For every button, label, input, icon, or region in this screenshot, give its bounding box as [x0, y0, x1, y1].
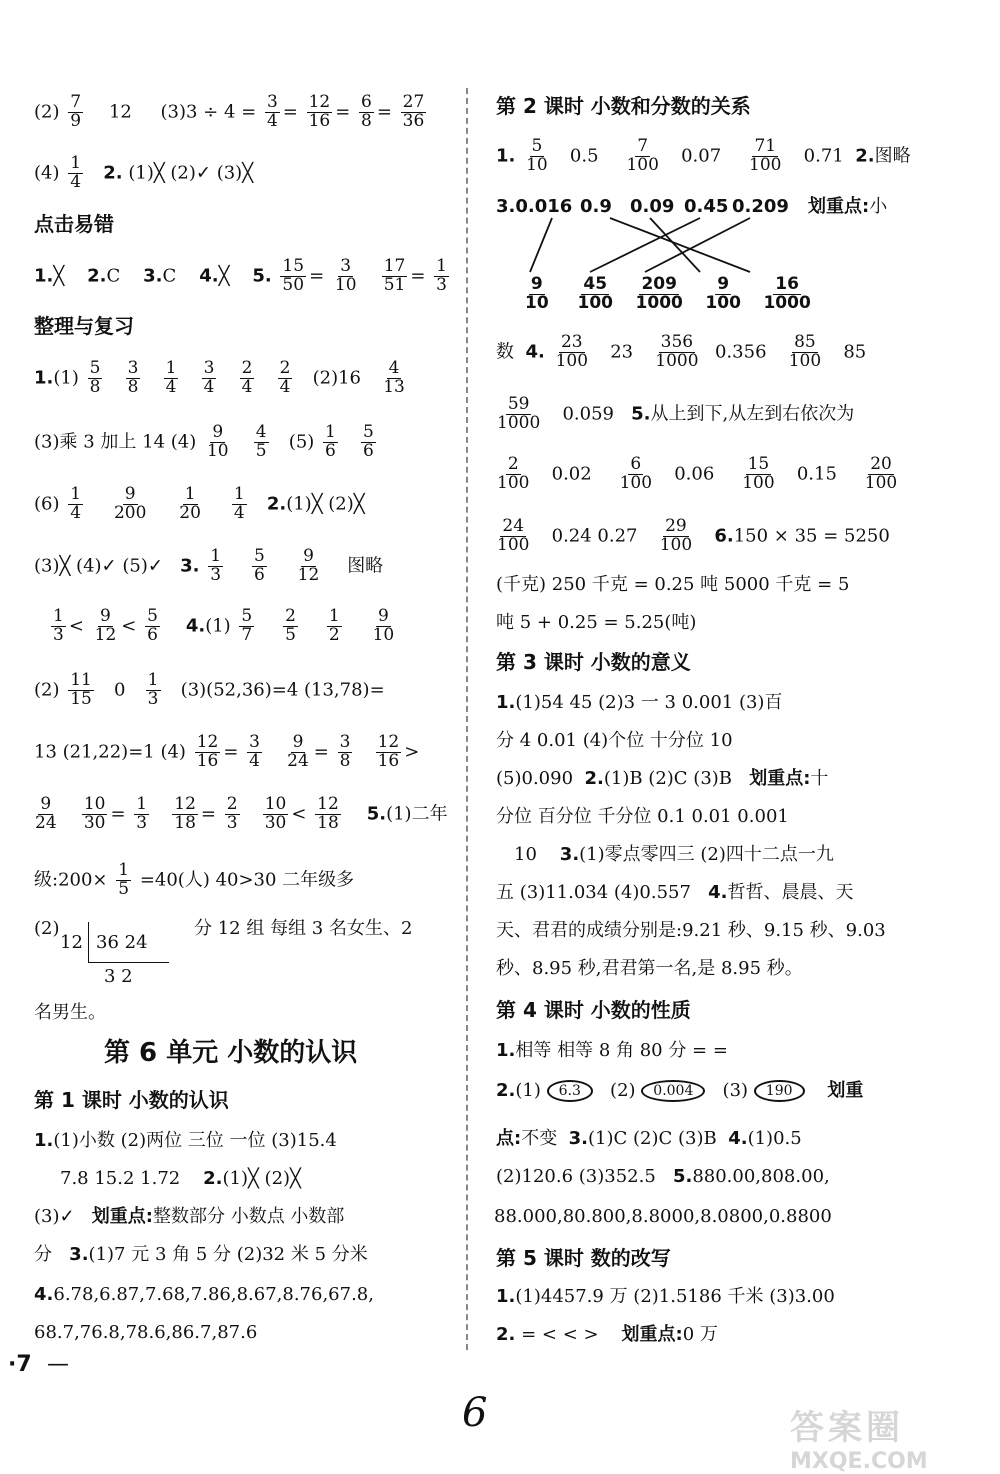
item-number: 4. — [525, 341, 545, 363]
watermark-logo — [790, 1400, 1000, 1474]
item-number: 1. — [496, 145, 516, 167]
fraction: $\frac{5}{6}$ — [363, 422, 374, 461]
fraction: $\frac{27}{36}$ — [402, 92, 425, 131]
text: 分 12 组 每组 3 名女生、2 — [194, 918, 413, 939]
text: 秒、8.95 秒,君君第一名,是 8.95 秒。 — [496, 958, 803, 979]
fraction: $\frac{5}{8}$ — [89, 358, 101, 397]
text: 吨 5 + 0.25 = 5.25(吨) — [496, 612, 697, 633]
answer-line: (3)╳ (4)✓ (5)✓ 3. $\frac{1}{3}$ $\frac{5}{6}$ $\frac{9}{12}$ 图略 — [34, 546, 384, 585]
answer-line: 2. = < < > 划重点:0 万 — [496, 1324, 718, 1345]
item-number: 4. — [185, 615, 206, 637]
fraction: $\frac{11}{15}$ — [70, 670, 92, 709]
item-number: 5. — [672, 1166, 693, 1187]
answer-line: 4.6.78,6.87,7.68,7.86,8.67,8.76,67.8, — [34, 1284, 374, 1305]
fraction: $\frac{1}{4}$ — [70, 153, 82, 192]
fraction: $\frac{9}{12}$ — [94, 606, 117, 645]
fraction: $\frac{9}{24}$ — [35, 794, 57, 833]
fraction: $\frac{12}{16}$ — [308, 92, 331, 131]
item-number: 5. — [366, 803, 387, 825]
answer-line: 1.(1)小数 (2)两位 三位 一位 (3)15.4 — [34, 1130, 337, 1151]
fraction: $\frac{23}{100}$ — [555, 332, 589, 371]
fraction: $\frac{9}{24}$ — [287, 732, 309, 771]
match-line — [590, 218, 700, 272]
answer-line: 级:200× $\frac{1}{5}$ =40(人) 40>30 二年级多 — [34, 860, 355, 899]
fraction: $\frac{17}{51}$ — [383, 256, 406, 295]
fraction: $\frac{1}{3}$ — [53, 606, 64, 645]
text: (1)╳ (2)✓ (3)╳ — [128, 162, 254, 184]
text: (4) — [34, 162, 60, 184]
fraction: $\frac{209}{1000}$ — [635, 274, 683, 313]
item-number: 3.0.016 — [496, 196, 573, 217]
fraction: $\frac{1}{5}$ — [118, 860, 130, 899]
fraction: $\frac{85}{100}$ — [788, 332, 822, 371]
answer-line — [34, 155, 253, 192]
fraction: $\frac{1}{3}$ — [210, 546, 222, 585]
answer-line: $\frac{59}{1000}$ 0.059 5.从上到下,从左到右依次为 — [497, 394, 855, 433]
fraction: $\frac{7}{9}$ — [70, 92, 82, 131]
text: (2) — [34, 101, 60, 123]
item-number: 1. — [496, 692, 516, 713]
item-number: 1. — [34, 265, 54, 287]
answer-line: 分 3.(1)7 元 3 角 5 分 (2)32 米 5 分米 — [34, 1244, 368, 1265]
fraction: $\frac{3}{10}$ — [334, 256, 357, 295]
handwritten-mark: 6 — [462, 1390, 488, 1436]
fraction: $\frac{1}{3}$ — [136, 794, 148, 833]
answer-line: 五 (3)11.034 (4)0.557 4.哲哲、晨晨、天 — [496, 882, 854, 903]
item-number: 2. — [203, 1168, 223, 1189]
fraction: $\frac{1}{4}$ — [70, 484, 82, 523]
fraction: $\frac{3}{4}$ — [249, 732, 260, 771]
key-point-label: 划重点: — [91, 1206, 153, 1227]
answer-line: 10 3.(1)零点零四三 (2)四十二点一九 — [514, 844, 834, 865]
fraction: $\frac{4}{13}$ — [383, 358, 405, 397]
answer-line: (2)120.6 (3)352.5 5.880.00,808.00, — [496, 1166, 830, 1187]
answer-line: (6) $\frac{1}{4}$ $\frac{9}{200}$ $\frac{1}{20}$ $\frac{1}{4}$ 2.(1)╳ (2)╳ — [34, 484, 365, 523]
fraction: $\frac{9}{10}$ — [372, 606, 395, 645]
lesson-heading: 第 4 课时 小数的性质 — [496, 998, 691, 1022]
lesson-heading: 第 3 课时 小数的意义 — [496, 650, 691, 674]
answer-line: (3)✓ 划重点:整数部分 小数点 小数部 — [34, 1206, 345, 1227]
answer-line: 1.(1)4457.9 万 (2)1.5186 千米 (3)3.00 — [496, 1286, 835, 1307]
item-number: 4. — [34, 1284, 54, 1305]
item-number: 1. — [496, 1286, 516, 1307]
answer-line: (2) $\frac{11}{15}$ 0 $\frac{1}{3}$ (3)(52,36)=4 (13,78)= — [34, 670, 385, 709]
page-number: ·7 — — [8, 1352, 69, 1377]
text: 名男生。 — [34, 1002, 106, 1023]
fraction: $\frac{2}{4}$ — [279, 358, 291, 397]
answer-line: 1. $\frac{5}{10}$ 0.5 $\frac{7}{100}$ 0.07 $\frac{71}{100}$ 0.71 2.图略 — [496, 136, 911, 175]
section-heading: 整理与复习 — [34, 314, 134, 338]
fraction: $\frac{15}{50}$ — [282, 256, 305, 295]
item-number: 3. — [568, 1128, 589, 1149]
fraction: $\frac{1}{3}$ — [147, 670, 159, 709]
fraction: $\frac{4}{5}$ — [255, 422, 267, 461]
answer-line: 2.(1) 6.3 (2) 0.004 (3) 190 划重 — [496, 1080, 864, 1101]
fraction: $\frac{59}{1000}$ — [497, 394, 541, 433]
text: 天、君君的成绩分别是:9.21 秒、9.15 秒、9.03 — [496, 920, 886, 941]
key-point-label: 点: — [496, 1128, 522, 1149]
fraction: $\frac{15}{100}$ — [742, 454, 775, 493]
text: 88.000,80.800,8.8000,8.0800,0.8800 — [494, 1206, 832, 1227]
answer-line: 13 (21,22)=1 (4) $\frac{12}{16}$ = $\frac{3}{4}$ $\frac{9}{24}$ = $\frac{3}{8}$ $\frac{12}{16}$ > — [34, 732, 420, 771]
text: 12 — [108, 101, 132, 123]
item-number: 2. — [87, 265, 107, 287]
fraction: $\frac{5}{6}$ — [147, 606, 158, 645]
fraction: $\frac{12}{18}$ — [317, 794, 339, 833]
fraction: $\frac{12}{16}$ — [377, 732, 400, 771]
answer-line: 数 4. $\frac{23}{100}$ 23 $\frac{356}{1000}$ 0.356 $\frac{85}{100}$ 85 — [496, 332, 867, 371]
fraction: $\frac{6}{100}$ — [619, 454, 653, 493]
item-number: 3. — [180, 555, 200, 577]
item-number: 2. — [266, 493, 287, 515]
fraction: $\frac{45}{100}$ — [577, 274, 613, 313]
fraction: $\frac{2}{100}$ — [497, 454, 530, 493]
match-line — [530, 218, 552, 272]
match-top-item: 0.45 — [684, 196, 729, 217]
text: 分位 百分位 千分位 0.1 0.01 0.001 — [496, 806, 789, 827]
item-number: 4. — [708, 882, 728, 903]
answer-line: $\frac{1}{3}$ < $\frac{9}{12}$ < $\frac{5}{6}$ 4.(1) $\frac{5}{7}$ $\frac{2}{5}$ $\frac{1}{2}$ $\frac{9}{10}$ — [53, 606, 395, 645]
answer-line: (2) $\frac{7}{9}$ 12 (3)3 ÷ 4 = $\frac{3}{4}$ = $\frac{12}{16}$ = $\frac{6}{8}$ = $\frac{27}{36}$ — [34, 92, 425, 131]
text: 分 4 0.01 (4)个位 十分位 10 — [496, 730, 733, 751]
item-number: 2. — [855, 145, 875, 167]
fraction: $\frac{20}{100}$ — [864, 454, 898, 493]
item-number: 2. — [584, 768, 604, 789]
answer-line: (5)0.090 2.(1)B (2)C (3)B 划重点:十 — [496, 768, 829, 789]
match-top-item: 0.209 — [732, 196, 789, 217]
fraction: $\frac{5}{7}$ — [241, 606, 253, 645]
text: (千克) 250 千克 = 0.25 吨 5000 千克 = 5 — [496, 574, 850, 595]
match-top-item: 0.9 — [580, 196, 612, 217]
fraction: $\frac{1}{4}$ — [233, 484, 245, 523]
section-heading: 点击易错 — [34, 212, 114, 236]
fraction: $\frac{2}{5}$ — [285, 606, 296, 645]
item-number: 1. — [34, 367, 54, 389]
text: 68.7,76.8,78.6,86.7,87.6 — [34, 1322, 258, 1343]
answer-line: 划重点:小 — [808, 196, 888, 217]
unit-title: 第 6 单元 小数的认识 — [104, 1038, 358, 1068]
item-number: 5. — [252, 265, 272, 287]
fraction: $\frac{6}{8}$ — [361, 92, 372, 131]
fraction: $\frac{1}{3}$ — [436, 256, 447, 295]
item-number: 6. — [714, 525, 734, 547]
fraction: $\frac{10}{30}$ — [264, 794, 287, 833]
fraction: $\frac{12}{18}$ — [174, 794, 196, 833]
fraction: $\frac{7}{100}$ — [626, 136, 659, 175]
item-number: 1. — [34, 1130, 54, 1151]
item-number: 3. — [143, 265, 163, 287]
item-number: 4. — [199, 265, 219, 287]
fraction: $\frac{1}{6}$ — [325, 422, 336, 461]
answer-line: 1.╳ 2.C 3.C 4.╳ 5. $\frac{15}{50}$ = $\frac{3}{10}$ $\frac{17}{51}$ = $\frac{1}{3}$ — [34, 256, 447, 295]
answer-line: 7.8 15.2 1.72 2.(1)╳ (2)╳ — [60, 1168, 301, 1189]
short-division: (2) — [34, 918, 60, 939]
fraction: $\frac{9}{10}$ — [525, 274, 549, 313]
match-line — [650, 218, 700, 272]
fraction: $\frac{1}{20}$ — [179, 484, 201, 523]
key-point-label: 划重点: — [808, 196, 870, 217]
answer-line: 点:不变 3.(1)C (2)C (3)B 4.(1)0.5 — [496, 1128, 802, 1149]
lesson-heading: 第 5 课时 数的改写 — [496, 1246, 671, 1270]
circled-answer: 6.3 — [547, 1080, 593, 1102]
fraction: $\frac{5}{10}$ — [526, 136, 548, 175]
circled-answer: 190 — [754, 1080, 805, 1102]
fraction: $\frac{5}{6}$ — [253, 546, 265, 585]
key-point-label: 划重 — [827, 1080, 864, 1101]
item-number: 2. — [103, 162, 123, 184]
fraction: $\frac{9}{12}$ — [297, 546, 320, 585]
quotient: 3 2 — [104, 966, 133, 987]
answer-line: $\frac{2}{100}$ 0.02 $\frac{6}{100}$ 0.06 $\frac{15}{100}$ 0.15 $\frac{20}{100}$ — [497, 454, 898, 493]
item-number: 3. — [559, 844, 580, 865]
match-line — [610, 218, 750, 272]
answer-line: $\frac{9}{24}$ $\frac{10}{30}$ = $\frac{1}{3}$ $\frac{12}{18}$ = $\frac{2}{3}$ $\frac{10}{30}$ < $\frac{12}{18}$ 5.(1)二年 — [35, 794, 448, 833]
text: (3)3 ÷ 4 = — [160, 101, 257, 123]
fraction: $\frac{3}{4}$ — [203, 358, 215, 397]
watermark-text: 答案圈 — [790, 1408, 904, 1448]
answer-line: 1.(1) $\frac{5}{8}$ $\frac{3}{8}$ $\frac{1}{4}$ $\frac{3}{4}$ $\frac{2}{4}$ $\frac{2}{4}$ (2)16 $\frac{4}{13}$ — [34, 358, 405, 397]
item-number: 2. — [496, 1324, 516, 1345]
item-number: 3. — [69, 1244, 89, 1265]
fraction: $\frac{1}{2}$ — [328, 606, 340, 645]
fraction: $\frac{29}{100}$ — [659, 516, 693, 555]
fraction: $\frac{1}{4}$ — [165, 358, 177, 397]
column-divider — [466, 88, 468, 1350]
match-bottom-row — [520, 276, 816, 313]
key-point-label: 划重点: — [621, 1324, 683, 1345]
item-number: 5. — [631, 403, 651, 425]
match-top-item: 0.09 — [630, 196, 675, 217]
fraction: $\frac{2}{4}$ — [241, 358, 253, 397]
fraction: $\frac{16}{1000}$ — [763, 274, 811, 313]
watermark-url: MXQE.COM — [790, 1449, 928, 1474]
fraction: $\frac{9}{100}$ — [705, 274, 741, 313]
fraction: $\frac{71}{100}$ — [749, 136, 782, 175]
fraction: $\frac{3}{4}$ — [266, 92, 278, 131]
answer-line: (3)乘 3 加上 14 (4) $\frac{9}{10}$ $\frac{4}{5}$ (5) $\frac{1}{6}$ $\frac{5}{6}$ — [34, 422, 374, 461]
match-line — [645, 218, 750, 272]
fraction: $\frac{3}{8}$ — [339, 732, 351, 771]
item-number: 1. — [496, 1040, 516, 1061]
fraction: $\frac{2}{3}$ — [226, 794, 238, 833]
fraction: $\frac{9}{10}$ — [206, 422, 229, 461]
answer-line: $\frac{24}{100}$ 0.24 0.27 $\frac{29}{100}$ 6.150 × 35 = 5250 — [497, 516, 890, 555]
lesson-heading: 第 1 课时 小数的认识 — [34, 1088, 229, 1112]
dividend: 36 24 — [96, 932, 148, 953]
fraction: $\frac{3}{8}$ — [127, 358, 139, 397]
fraction: $\frac{10}{30}$ — [83, 794, 106, 833]
circled-answer: 0.004 — [641, 1080, 705, 1102]
answer-line: 1.(1)54 45 (2)3 一 3 0.001 (3)百 — [496, 692, 783, 713]
fraction: $\frac{9}{200}$ — [113, 484, 147, 523]
fraction: $\frac{356}{1000}$ — [655, 332, 699, 371]
key-point-label: 划重点: — [749, 768, 811, 789]
item-number: 4. — [728, 1128, 748, 1149]
fraction: $\frac{24}{100}$ — [497, 516, 530, 555]
divisor: 12 — [60, 932, 83, 953]
lesson-heading: 第 2 课时 小数和分数的关系 — [496, 94, 751, 118]
item-number: 2. — [496, 1080, 516, 1101]
fraction: $\frac{12}{16}$ — [196, 732, 219, 771]
answer-line: 1.相等 相等 8 角 80 分 = = — [496, 1040, 728, 1061]
